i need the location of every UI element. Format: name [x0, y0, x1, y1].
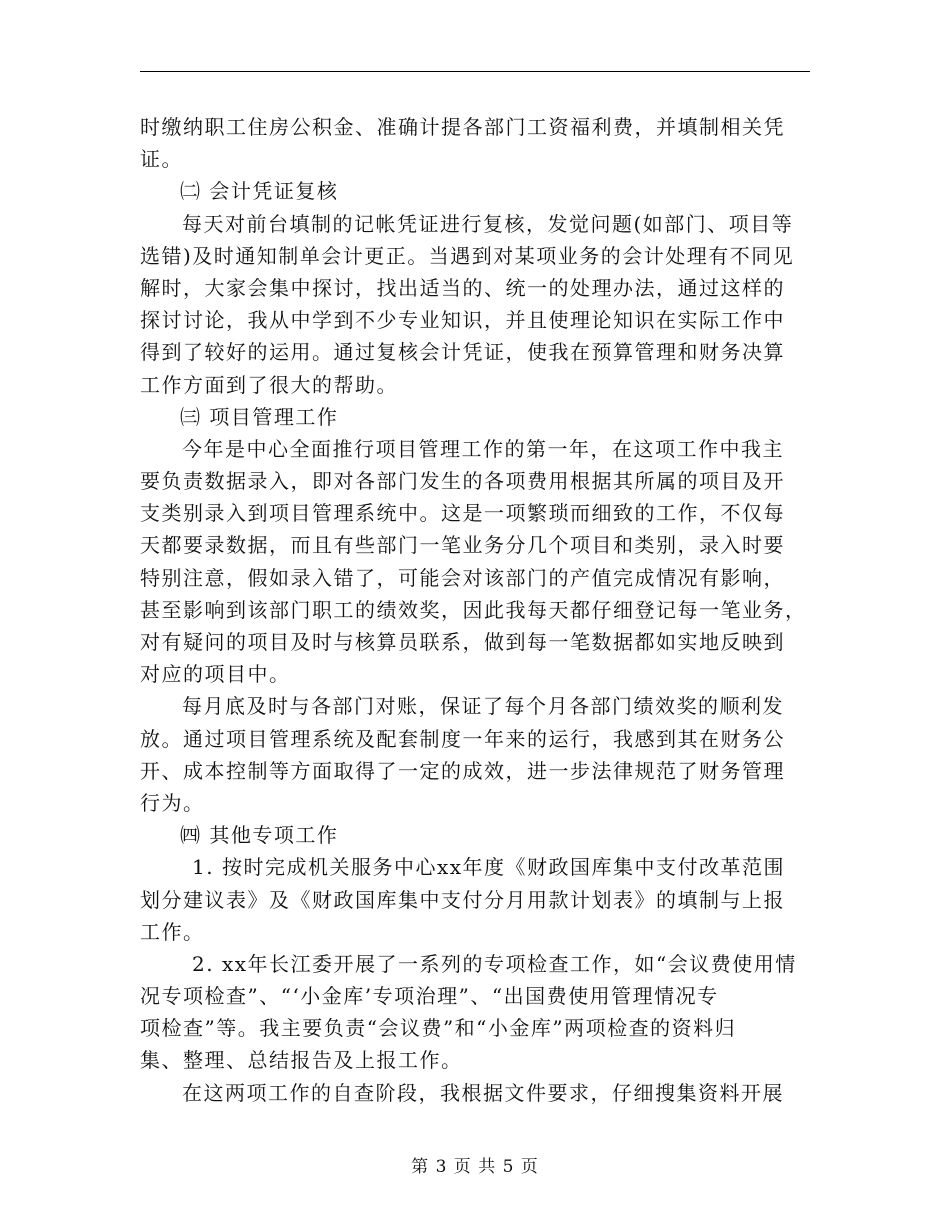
section-heading: ㈣ 其他专项工作 — [180, 823, 339, 848]
text-line: 选错)及时通知制单会计更正。当遇到对某项业务的会计处理有不同见 — [140, 243, 795, 268]
section-heading: ㈢ 项目管理工作 — [180, 404, 339, 429]
text-line: 特别注意，假如录入错了，可能会对该部门的产值完成情况有影响， — [140, 565, 785, 590]
text-line: 工作。 — [140, 919, 205, 944]
text-line: 时缴纳职工住房公积金、准确计提各部门工资福利费，并填制相关凭 — [140, 115, 785, 139]
text-line: 项检查”等。我主要负责“会议费”和“小金库”两项检查的资料归 — [140, 1016, 737, 1041]
text-line: 开、成本控制等方面取得了一定的成效，进一步法律规范了财务管理 — [140, 758, 785, 783]
text-line: 每月底及时与各部门对账，保证了每个月各部门绩效奖的顺利发 — [182, 694, 784, 719]
text-line: 集、整理、总结报告及上报工作。 — [140, 1048, 463, 1073]
text-line: 放。通过项目管理系统及配套制度一年来的运行，我感到其在财务公 — [140, 726, 785, 751]
text-line: 在这两项工作的自查阶段，我根据文件要求，仔细搜集资料开展 — [182, 1080, 784, 1105]
section-heading: ㈡ 会计凭证复核 — [180, 179, 339, 204]
page-number: 第 3 页 共 5 页 — [411, 1157, 539, 1177]
text-line: 对有疑问的项目及时与核算员联系，做到每一笔数据都如实地反映到 — [140, 630, 785, 654]
text-line: 解时，大家会集中探讨，找出适当的、统一的处理办法，通过这样的 — [140, 275, 785, 300]
document-body — [140, 111, 810, 1109]
text-line: 2. xx年长江委开展了一系列的专项检查工作，如“会议费使用情 — [192, 951, 797, 976]
text-line: 对应的项目中。 — [140, 662, 291, 687]
text-line: 1. 按时完成机关服务中心xx年度《财政国库集中支付改革范围 — [192, 855, 785, 880]
text-line: 工作方面到了很大的帮助。 — [140, 372, 398, 397]
text-line: 探讨讨论，我从中学到不少专业知识，并且使理论知识在实际工作中 — [140, 308, 785, 333]
text-line: 支类别录入到项目管理系统中。这是一项繁琐而细致的工作，不仅每 — [140, 501, 785, 526]
text-line: 每天对前台填制的记帐凭证进行复核，发觉问题(如部门、项目等 — [182, 211, 794, 236]
text-line: 天都要录数据，而且有些部门一笔业务分几个项目和类别，录入时要 — [140, 533, 785, 558]
text-line: 况专项检查”、“‘小金库’专项治理”、“出国费使用管理情况专 — [140, 984, 719, 1009]
header-rule — [140, 71, 810, 72]
text-line: 划分建议表》及《财政国库集中支付分月用款计划表》的填制与上报 — [140, 887, 785, 912]
text-line: 甚至影响到该部门职工的绩效奖，因此我每天都仔细登记每一笔业务， — [140, 597, 807, 622]
text-line: 得到了较好的运用。通过复核会计凭证，使我在预算管理和财务决算 — [140, 340, 785, 365]
text-line: 今年是中心全面推行项目管理工作的第一年，在这项工作中我主 — [182, 436, 784, 461]
text-line: 要负责数据录入，即对各部门发生的各项费用根据其所属的项目及开 — [140, 469, 785, 494]
text-line: 行为。 — [140, 790, 205, 815]
text-line: 证。 — [140, 147, 183, 172]
